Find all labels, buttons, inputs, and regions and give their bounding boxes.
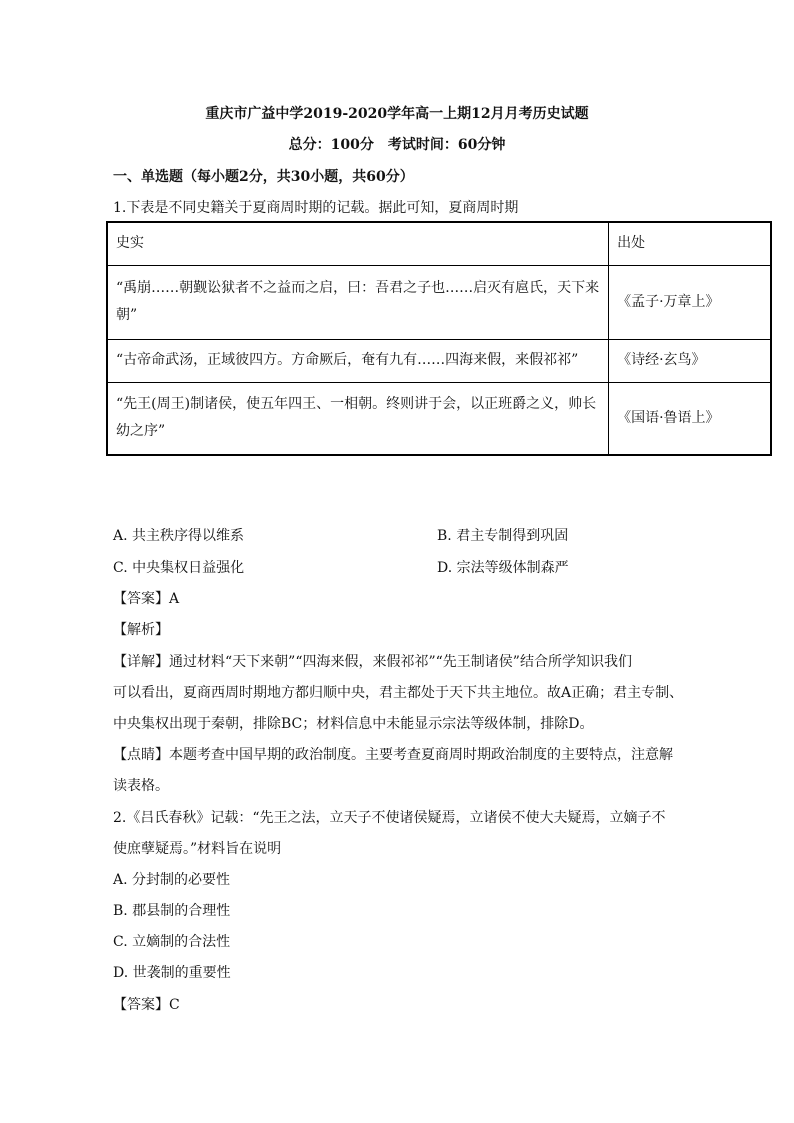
table-row	[107, 339, 771, 382]
section-heading: 一、单选题（每小题2分，共30小题，共60分）	[113, 169, 414, 185]
q1-detail-line: 中央集权出现于秦朝，排除BC；材料信息中未能显示宗法等级体制，排除D。	[113, 716, 594, 732]
q2-answer: 【答案】C	[113, 997, 180, 1013]
header-fact: 史实	[107, 222, 609, 265]
table-cell-fact: “古帝命武汤，正域彼四方。方命厥后，奄有九有……四海来假，来假祁祁”	[107, 339, 609, 382]
table-cell-source: 《国语·鲁语上》	[609, 382, 771, 455]
q1-comment-line: 【点睛】本题考查中国早期的政治制度。主要考查夏商周时期政治制度的主要特点，注意解	[113, 747, 673, 763]
question-1-stem: 1.下表是不同史籍关于夏商周时期的记载。据此可知，夏商周时期	[113, 200, 519, 216]
q2-option-d: D. 世袭制的重要性	[113, 965, 231, 981]
table-cell-source: 《孟子·万章上》	[609, 265, 771, 339]
exam-title: 重庆市广益中学2019-2020学年高一上期12月月考历史试题	[205, 106, 589, 122]
q1-option-a: A. 共主秩序得以维系	[113, 528, 245, 544]
question-2-stem-line: 2.《吕氏春秋》记载：“先王之法，立天子不使诸侯疑焉，立诸侯不使大夫疑焉，立嫡子不	[113, 810, 666, 826]
q2-option-b: B. 郡县制的合理性	[113, 903, 231, 919]
table-cell-fact: “禹崩……朝觐讼狱者不之益而之启，曰：吾君之子也……启灭有扈氏，天下来 朝”	[107, 265, 609, 339]
q2-option-c: C. 立嫡制的合法性	[113, 934, 231, 950]
q1-option-b: B. 君主专制得到巩固	[437, 528, 569, 544]
header-source: 出处	[609, 222, 771, 265]
q1-detail-line: 【详解】通过材料“天下来朝”“四海来假，来假祁祁”“先王制诸侯”结合所学知识我们	[113, 654, 632, 670]
table-header-row	[107, 222, 771, 265]
q1-option-c: C. 中央集权日益强化	[113, 560, 245, 576]
question-2-stem-line: 使庶孽疑焉。”材料旨在说明	[113, 841, 282, 857]
table-cell-fact: “先王(周王)制诸侯，使五年四王、一相朝。终则讲于会，以正班爵之义，帅长 幼之序”	[107, 382, 609, 455]
q1-comment-line: 读表格。	[113, 778, 169, 794]
exam-subtitle: 总分：100分 考试时间：60分钟	[288, 137, 506, 153]
table-row	[107, 265, 771, 339]
table-cell-source: 《诗经·玄鸟》	[609, 339, 771, 382]
table-row	[107, 382, 771, 455]
q1-analysis-label: 【解析】	[113, 622, 169, 638]
q1-answer: 【答案】A	[113, 591, 180, 607]
history-table	[106, 221, 772, 456]
q1-option-d: D. 宗法等级体制森严	[437, 560, 569, 576]
q1-detail-line: 可以看出，夏商西周时期地方都归顺中央，君主都处于天下共主地位。故A正确；君主专制、	[113, 685, 684, 701]
q2-option-a: A. 分封制的必要性	[113, 872, 231, 888]
